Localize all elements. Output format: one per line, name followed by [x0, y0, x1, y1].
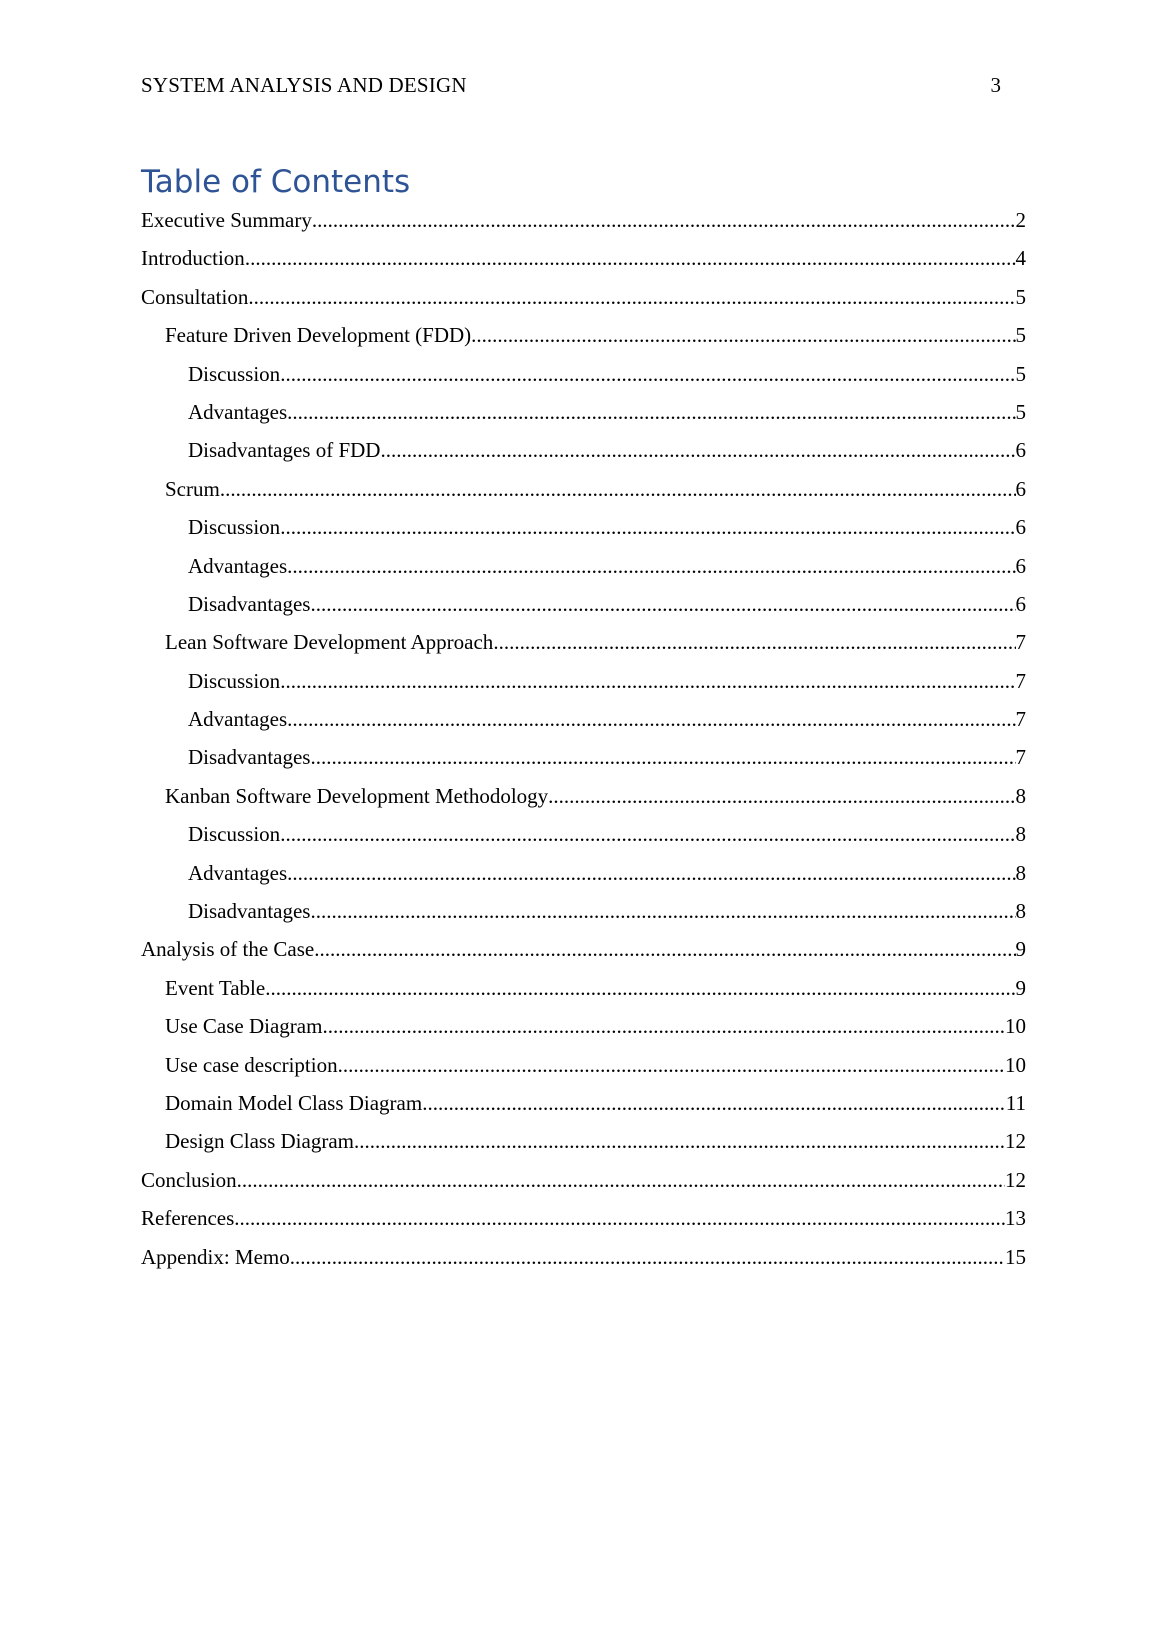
toc-leader — [338, 1046, 1005, 1084]
toc-entry[interactable] — [141, 700, 1026, 738]
toc-entry-text: Advantages — [188, 553, 288, 578]
toc-leader — [322, 1007, 1005, 1045]
toc-entry-page: 12 — [1005, 1129, 1026, 1154]
toc-entry-page: 15 — [1005, 1244, 1026, 1269]
toc-leader — [312, 201, 1016, 239]
toc-leader — [548, 777, 1015, 815]
toc-entry[interactable] — [141, 547, 1026, 585]
toc-leader — [310, 738, 1015, 776]
toc-entry[interactable] — [141, 777, 1026, 815]
toc-entry-page: 10 — [1005, 1052, 1026, 1077]
toc-entry-page: 2 — [1015, 208, 1026, 232]
toc-leader — [245, 239, 1016, 277]
toc-entry-page: 8 — [1015, 899, 1026, 924]
toc-entry-page: 8 — [1015, 860, 1026, 885]
toc-leader — [287, 547, 1015, 585]
toc-entry-page: 13 — [1005, 1206, 1026, 1231]
toc-leader — [280, 508, 1015, 546]
toc-entry-page: 8 — [1015, 783, 1026, 808]
toc-entry[interactable] — [141, 1238, 1026, 1276]
toc-entry[interactable] — [141, 623, 1026, 661]
toc-entry[interactable] — [141, 431, 1026, 469]
toc-entry-page: 5 — [1015, 399, 1026, 424]
toc-leader — [220, 470, 1016, 508]
toc-entry[interactable] — [141, 355, 1026, 393]
toc-entry-text: Discussion — [188, 822, 281, 847]
toc-entry-text: Appendix: Memo — [141, 1244, 290, 1269]
toc-entry-page: 4 — [1015, 246, 1026, 271]
toc-entry-page: 7 — [1015, 745, 1026, 770]
toc-entry-text: Introduction — [141, 246, 245, 271]
toc-leader — [471, 316, 1015, 354]
toc-entry-page: 7 — [1015, 668, 1026, 693]
toc-entry-text: Use case description — [165, 1052, 338, 1077]
page-number: 3 — [990, 73, 1001, 97]
toc-entry-page: 5 — [1015, 284, 1026, 309]
toc-entry[interactable] — [141, 1046, 1026, 1084]
toc-entry[interactable] — [141, 892, 1026, 930]
toc-entry-page: 9 — [1015, 937, 1026, 962]
toc-entry-text: Discussion — [188, 515, 281, 540]
toc-entry-text: Advantages — [188, 399, 288, 424]
toc-leader — [287, 854, 1015, 892]
toc-entry-page: 5 — [1015, 323, 1026, 348]
toc-entry-text: Disadvantages — [188, 899, 311, 924]
toc-entry[interactable] — [141, 201, 1026, 239]
toc-entry-page: 6 — [1015, 553, 1026, 578]
toc-entry-text: Advantages — [188, 707, 288, 732]
toc-entry-text: Advantages — [188, 860, 288, 885]
toc-entry-page: 8 — [1015, 822, 1026, 847]
toc-entry[interactable] — [141, 815, 1026, 853]
toc-entry[interactable] — [141, 393, 1026, 431]
toc-entry-page: 12 — [1005, 1167, 1026, 1192]
toc-entry[interactable] — [141, 1007, 1026, 1045]
toc-entry[interactable] — [141, 738, 1026, 776]
toc-entry-page: 10 — [1005, 1014, 1026, 1039]
toc-entry[interactable] — [141, 585, 1026, 623]
toc-entry[interactable] — [141, 662, 1026, 700]
toc-entry[interactable] — [141, 316, 1026, 354]
toc-entry-page: 11 — [1005, 1090, 1026, 1115]
toc-entry-page: 7 — [1015, 707, 1026, 732]
toc-leader — [287, 700, 1015, 738]
toc-leader — [280, 662, 1015, 700]
toc-entry-page: 6 — [1015, 438, 1026, 463]
toc-leader — [422, 1084, 1006, 1122]
toc-leader — [237, 1161, 1005, 1199]
toc-entry[interactable] — [141, 1161, 1026, 1199]
toc-entry-page: 6 — [1015, 476, 1026, 501]
toc-leader — [280, 355, 1015, 393]
toc-entry[interactable] — [141, 854, 1026, 892]
toc-entry-text: Use Case Diagram — [165, 1014, 323, 1039]
toc-entry[interactable] — [141, 1084, 1026, 1122]
toc-leader — [310, 585, 1015, 623]
toc-entry-text: Consultation — [141, 284, 249, 309]
toc-entry-text: Design Class Diagram — [165, 1129, 354, 1154]
toc-leader — [287, 393, 1015, 431]
toc-entry-text: Discussion — [188, 668, 281, 693]
toc-entry[interactable] — [141, 239, 1026, 277]
toc-entry-page: 5 — [1015, 361, 1026, 386]
toc-entry-text: Executive Summary — [141, 208, 312, 232]
toc-leader — [234, 1199, 1005, 1237]
toc-entry-text: Lean Software Development Approach — [165, 630, 494, 655]
toc-entry[interactable] — [141, 508, 1026, 546]
toc-entry-text: Discussion — [188, 361, 281, 386]
toc-entry-text: Event Table — [165, 975, 266, 1000]
toc-entry[interactable] — [141, 1122, 1026, 1160]
toc-entry-text: Disadvantages of FDD — [188, 438, 381, 463]
toc-entry-text: Disadvantages — [188, 745, 311, 770]
toc-entry-page: 6 — [1015, 591, 1026, 616]
running-head: SYSTEM ANALYSIS AND DESIGN — [141, 73, 467, 97]
toc-entry-text: Feature Driven Development (FDD) — [165, 323, 472, 348]
toc-entry[interactable] — [141, 969, 1026, 1007]
toc-entry[interactable] — [141, 278, 1026, 316]
toc-entry-text: Analysis of the Case — [141, 937, 315, 962]
toc-leader — [380, 431, 1015, 469]
toc-leader — [493, 623, 1015, 661]
toc-leader — [290, 1238, 1005, 1276]
toc-leader — [354, 1122, 1005, 1160]
toc-entry-text: Conclusion — [141, 1167, 237, 1192]
toc-entry-text: Disadvantages — [188, 591, 311, 616]
toc-entry-page: 6 — [1015, 515, 1026, 540]
toc-list — [141, 201, 1026, 1276]
toc-entry-text: Domain Model Class Diagram — [165, 1090, 423, 1115]
toc-entry-text: Scrum — [165, 476, 220, 501]
toc-leader — [280, 815, 1015, 853]
toc-entry[interactable] — [141, 470, 1026, 508]
toc-entry-page: 9 — [1015, 975, 1026, 1000]
toc-title: Table of Contents — [141, 164, 411, 200]
toc-leader — [314, 930, 1015, 968]
page-header — [141, 70, 1001, 100]
toc-leader — [265, 969, 1015, 1007]
toc-leader — [248, 278, 1015, 316]
toc-entry[interactable] — [141, 1199, 1026, 1237]
toc-entry-page: 7 — [1015, 630, 1026, 655]
toc-leader — [310, 892, 1015, 930]
toc-entry[interactable] — [141, 930, 1026, 968]
toc-entry-text: References — [141, 1206, 235, 1231]
toc-entry-text: Kanban Software Development Methodology — [165, 783, 549, 808]
